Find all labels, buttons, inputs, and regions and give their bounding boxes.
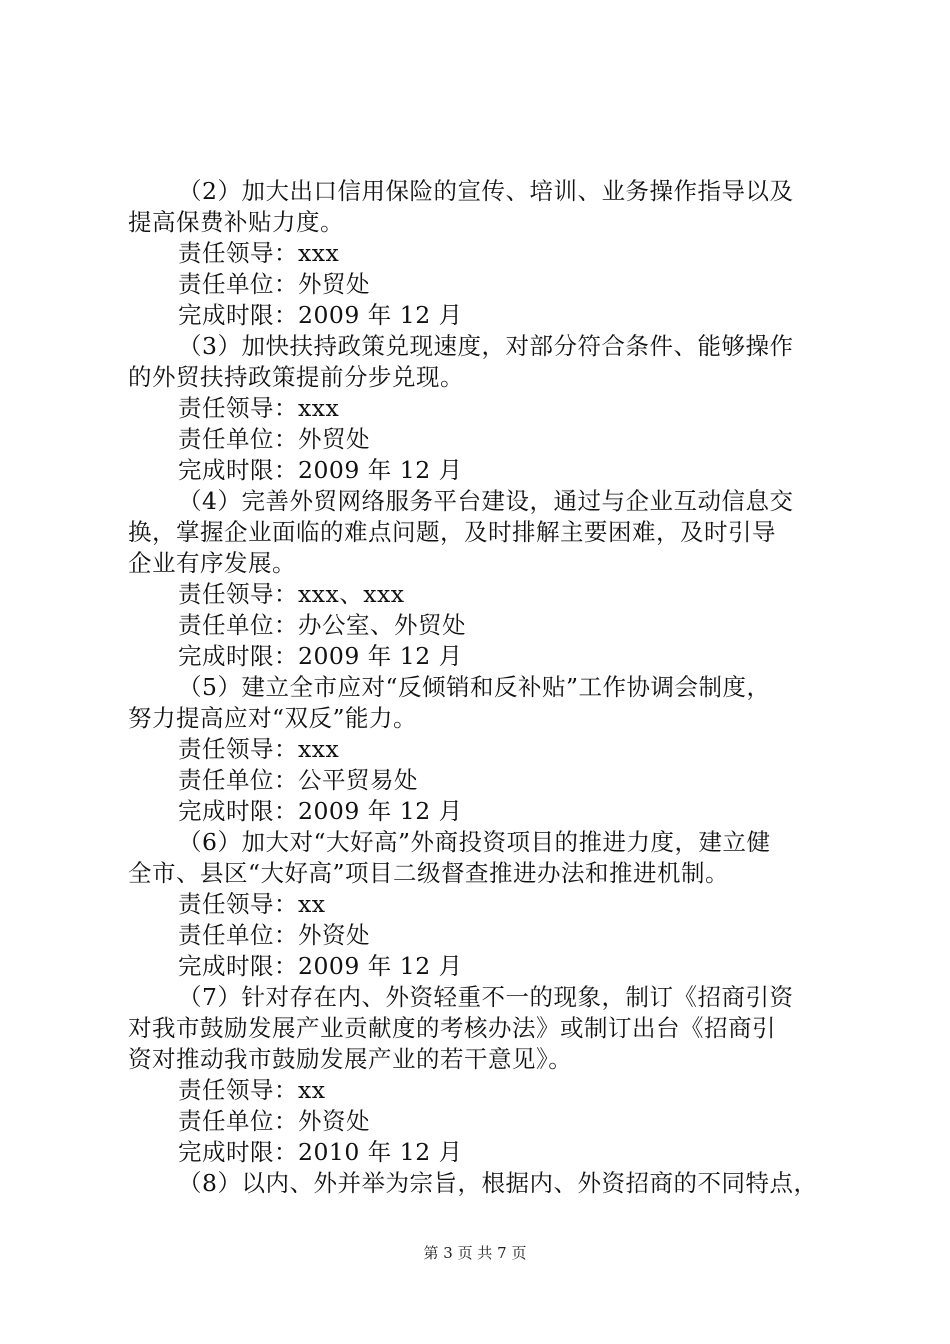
paragraph-line: 提高保费补贴力度。 xyxy=(128,208,344,236)
paragraph-first-line: （8）以内、外并举为宗旨，根据内、外资招商的不同特点， xyxy=(178,1169,818,1197)
paragraph-line: 努力提高应对“双反”能力。 xyxy=(128,704,418,732)
paragraph-line: 换，掌握企业面临的难点问题，及时排解主要困难，及时引导 xyxy=(128,518,776,546)
paragraph-first-line: （2）加大出口信用保险的宣传、培训、业务操作指导以及 xyxy=(178,177,794,205)
field-line: 完成时限：2009 年 12 月 xyxy=(178,301,463,329)
paragraph-first-line: （3）加快扶持政策兑现速度，对部分符合条件、能够操作 xyxy=(178,332,794,360)
field-line: 完成时限：2009 年 12 月 xyxy=(178,642,463,670)
field-line: 完成时限：2009 年 12 月 xyxy=(178,797,463,825)
document-body xyxy=(0,176,950,1199)
field-line: 责任领导：xxx xyxy=(178,735,340,763)
field-line: 责任单位：外贸处 xyxy=(178,270,370,298)
field-line: 责任单位：外贸处 xyxy=(178,425,370,453)
paragraph-first-line: （4）完善外贸网络服务平台建设，通过与企业互动信息交 xyxy=(178,487,794,515)
paragraph-line: 企业有序发展。 xyxy=(128,549,296,577)
field-line: 责任单位：外资处 xyxy=(178,921,370,949)
field-line: 责任领导：xxx xyxy=(178,394,340,422)
field-line: 完成时限：2010 年 12 月 xyxy=(178,1138,463,1166)
field-line: 责任领导：xxx xyxy=(178,239,340,267)
paragraph-line: 的外贸扶持政策提前分步兑现。 xyxy=(128,363,464,391)
field-line: 责任单位：外资处 xyxy=(178,1107,370,1135)
field-line: 完成时限：2009 年 12 月 xyxy=(178,952,463,980)
page-footer: 第 3 页 共 7 页 xyxy=(423,1244,527,1262)
field-line: 责任领导：xx xyxy=(178,1076,326,1104)
paragraph-first-line: （6）加大对“大好高”外商投资项目的推进力度，建立健 xyxy=(178,828,771,856)
paragraph-first-line: （5）建立全市应对“反倾销和反补贴”工作协调会制度， xyxy=(178,673,771,701)
field-line: 完成时限：2009 年 12 月 xyxy=(178,456,463,484)
field-line: 责任单位：办公室、外贸处 xyxy=(178,611,466,639)
paragraph-line: 全市、县区“大好高”项目二级督查推进办法和推进机制。 xyxy=(128,859,730,887)
paragraph-line: 对我市鼓励发展产业贡献度的考核办法》或制订出台《招商引 xyxy=(128,1014,776,1042)
field-line: 责任领导：xxx、xxx xyxy=(178,580,405,608)
paragraph-first-line: （7）针对存在内、外资轻重不一的现象，制订《招商引资 xyxy=(178,983,794,1011)
field-line: 责任单位：公平贸易处 xyxy=(178,766,418,794)
field-line: 责任领导：xx xyxy=(178,890,326,918)
paragraph-line: 资对推动我市鼓励发展产业的若干意见》。 xyxy=(128,1045,573,1073)
